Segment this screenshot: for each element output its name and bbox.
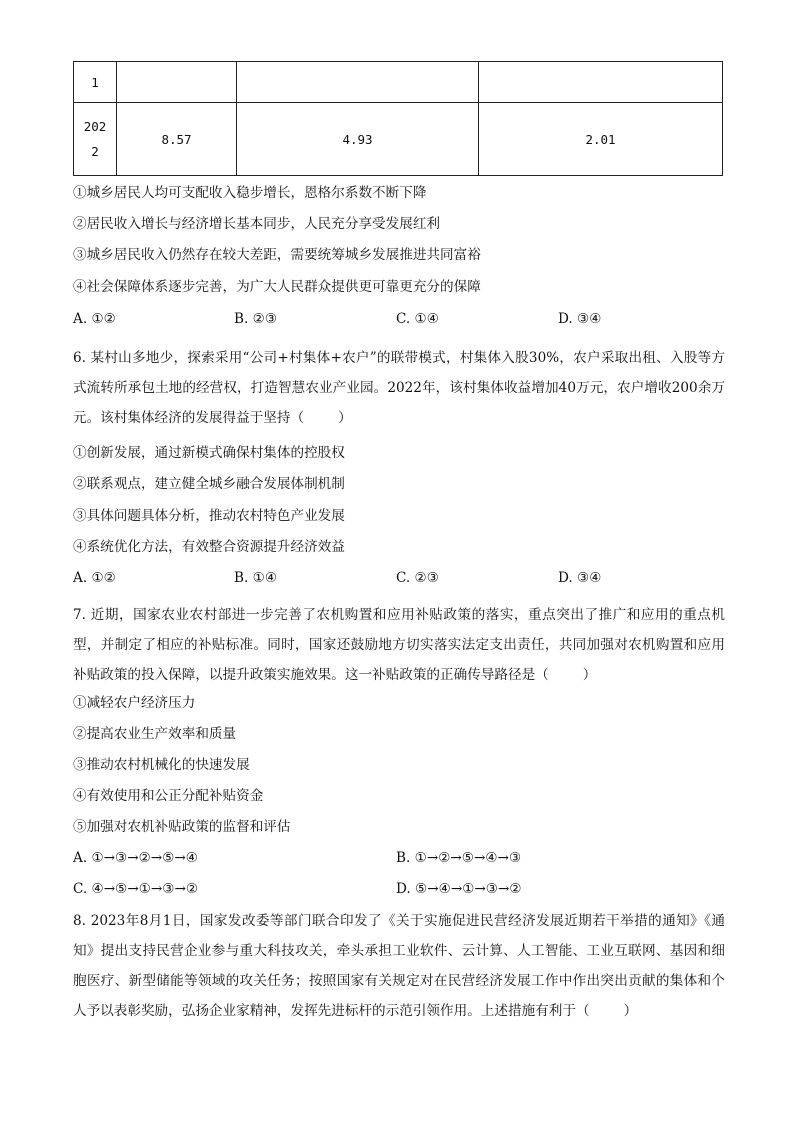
q7-stem (73, 600, 725, 690)
q5-option-d: D. ③④ (558, 311, 602, 327)
q6-item: ②联系观点，建立健全城乡融合发展体制机制 (73, 476, 345, 492)
table-row (74, 103, 723, 176)
q5-option-b: B. ②③ (234, 311, 278, 327)
q7-option-c: C. ④→⑤→①→③→② (73, 881, 199, 897)
q7-option-d: D. ⑤→④→①→③→② (396, 881, 522, 897)
q7-item: ②提高农业生产效率和质量 (73, 726, 237, 742)
q8-stem (73, 906, 725, 1026)
q8-stem-end: ） (623, 1003, 638, 1019)
q7-option-a: A. ①→③→②→⑤→④ (73, 850, 198, 866)
table-cell (237, 62, 479, 103)
table-cell (117, 62, 237, 103)
table-cell: 1 (74, 62, 117, 103)
q7-stem-end: ） (582, 667, 597, 683)
q7-item: ①减轻农户经济压力 (73, 695, 196, 711)
q6-option-c: C. ②③ (396, 570, 439, 586)
q6-item: ④系统优化方法，有效整合资源提升经济效益 (73, 539, 345, 555)
q6-option-d: D. ③④ (558, 570, 602, 586)
income-table (73, 61, 723, 176)
table-cell: 4.93 (237, 103, 479, 176)
q6-item: ③具体问题具体分析，推动农村特色产业发展 (73, 508, 345, 524)
year-part: 202 (83, 119, 107, 134)
q6-item: ①创新发展，通过新模式确保村集体的控股权 (73, 445, 345, 461)
q6-stem-text: 6. 某村山多地少，探索采用“公司+村集体+农户”的联带模式，村集体入股30%，农户采取出租、入股等方式流转所承包土地的经营权，打造智慧农业产业园。2022年，该村集体收益增加40万元，农户增收200余万元。该村集体经济的发展得益于坚持（ (73, 350, 725, 426)
table-row (74, 62, 723, 103)
q7-item: ④有效使用和公正分配补贴资金 (73, 788, 264, 804)
q5-item: ③城乡居民收入仍然存在较大差距，需要统筹城乡发展推进共同富裕 (73, 247, 481, 263)
q7-item: ③推动农村机械化的快速发展 (73, 757, 250, 773)
q5-option-a: A. ①② (73, 311, 116, 327)
table-cell: 8.57 (117, 103, 237, 176)
q7-item: ⑤加强对农机补贴政策的监督和评估 (73, 819, 291, 835)
q6-option-a: A. ①② (73, 570, 116, 586)
table-cell: 2.01 (479, 103, 723, 176)
q5-option-c: C. ①④ (396, 311, 439, 327)
q8-stem-text: 8. 2023年8月1日，国家发改委等部门联合印发了《关于实施促进民营经济发展近期若干举措的通知》《通知》提出支持民营企业参与重大科技攻关，牵头承担工业软件、云计算、人工智能、工业互联网、基因和细胞医疗、新型储能等领域的攻关任务；按照国家有关规定对在民营经济发展工作中作出突出贡献的集体和个人予以表彰奖励，弘扬企业家精神，发挥先进标杆的示范引领作用。上述措施有利于（ (73, 913, 725, 1019)
table-cell (479, 62, 723, 103)
year-part: 2 (91, 144, 99, 159)
q6-option-b: B. ①④ (234, 570, 278, 586)
q7-stem-text: 7. 近期，国家农业农村部进一步完善了农机购置和应用补贴政策的落实，重点突出了推广和应用的重点机型，并制定了相应的补贴标准。同时，国家还鼓励地方切实落实法定支出责任，共同加强对农机购置和应用补贴政策的投入保障，以提升政策实施效果。这一补贴政策的正确传导路径是（ (73, 607, 725, 683)
q5-item: ②居民收入增长与经济增长基本同步，人民充分享受发展红利 (73, 216, 441, 232)
q6-stem-end: ） (338, 410, 352, 426)
year-cell (74, 103, 117, 176)
q5-item: ④社会保障体系逐步完善，为广大人民群众提供更可靠更充分的保障 (73, 279, 481, 295)
q5-item: ①城乡居民人均可支配收入稳步增长，恩格尔系数不断下降 (73, 185, 427, 201)
q6-stem (73, 343, 725, 433)
q7-option-b: B. ①→②→⑤→④→③ (396, 850, 522, 866)
